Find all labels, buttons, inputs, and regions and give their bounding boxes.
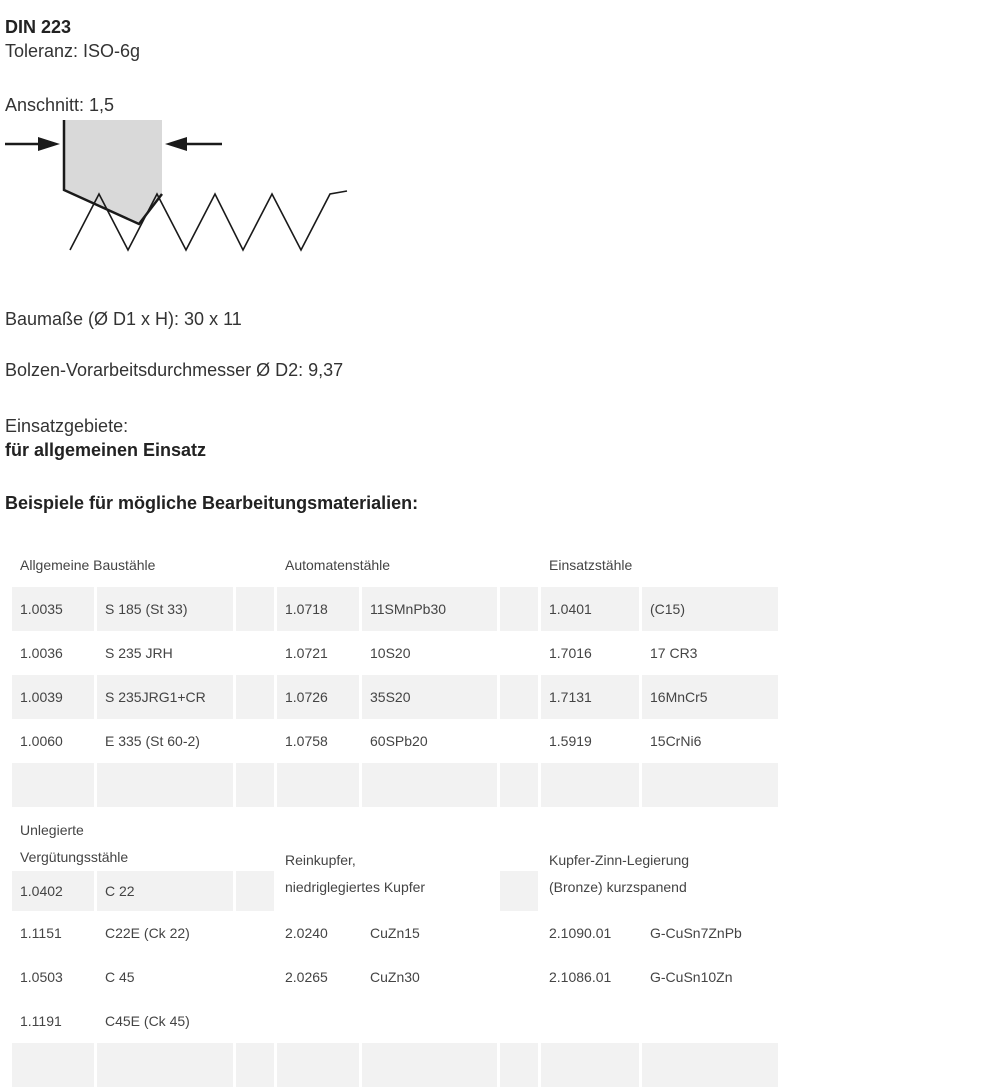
table-row [12,587,778,631]
material-number: 1.0721 [285,645,328,661]
material-number: 2.1086.01 [549,969,612,985]
thread-chamfer-diagram [0,112,360,257]
tolerance-text: Toleranz: ISO-6g [5,41,141,61]
material-name: 17 CR3 [650,645,698,661]
material-name: G-CuSn7ZnPb [650,925,742,941]
dimensions-text: Baumaße (Ø D1 x H): 30 x 11 [5,309,242,329]
table-row [12,719,778,763]
material-name: (C15) [642,587,778,631]
spacer-cell [236,871,274,911]
die-profile-shape [64,120,162,224]
material-name: S 185 (St 33) [97,587,233,631]
spacer-cell [500,587,538,631]
pre-diameter-text: Bolzen-Vorarbeitsdurchmesser Ø D2: 9,37 [5,360,344,380]
material-name: C 45 [105,969,135,985]
left-arrow-head [38,137,60,151]
spacer-cell [236,999,274,1043]
table-row [12,955,778,999]
material-number [541,999,639,1043]
material-number: 1.0718 [277,587,359,631]
material-number: 1.0726 [277,675,359,719]
materials-table [9,543,781,1087]
material-number: 1.0402 [12,871,94,911]
material-name: 15CrNi6 [650,733,702,749]
spacer-cell [236,955,274,999]
group-header [12,807,274,871]
spacer-cell [236,631,274,675]
spacer-cell [236,587,274,631]
materials-heading: Beispiele für mögliche Bearbeitungsmaterialien: [5,493,419,513]
material-number: 2.0265 [285,969,328,985]
material-number: 1.7131 [541,675,639,719]
spacer-cell [236,719,274,763]
usage-value: für allgemeinen Einsatz [5,440,207,460]
material-name: CuZn30 [370,969,420,985]
table-row [12,911,778,955]
material-name: C 22 [97,871,233,911]
material-name: 16MnCr5 [642,675,778,719]
spacer-cell [500,999,538,1043]
group-header-line: Unlegierte [20,822,84,838]
group-header-line: Reinkupfer, [285,852,356,868]
table-row [12,631,778,675]
material-name: 11SMnPb30 [362,587,497,631]
group-header-line: Vergütungsstähle [20,849,129,865]
material-number: 1.0503 [20,969,63,985]
chamfer-text: Anschnitt: 1,5 [5,95,115,115]
table-row [12,999,778,1043]
right-arrow-head [165,137,187,151]
group-header-line: niedriglegiertes Kupfer [285,879,426,895]
empty-shaded-row [12,763,778,807]
material-name: C22E (Ck 22) [105,925,190,941]
spacer-cell [500,631,538,675]
usage-label: Einsatzgebiete: [5,416,129,436]
material-name [362,999,497,1043]
group-header-row [12,807,778,871]
group-header-row [12,543,778,587]
material-number: 1.0035 [12,587,94,631]
empty-shaded-row [12,1043,778,1087]
group-header-line: Kupfer-Zinn-Legierung [549,852,690,868]
material-number: 1.0039 [12,675,94,719]
material-number: 1.0060 [20,733,63,749]
din-standard-title: DIN 223 [5,17,72,37]
spacer-cell [500,911,538,955]
material-name: S 235JRG1+CR [97,675,233,719]
group-header: Einsatzstähle [549,557,633,573]
material-number: 1.0401 [541,587,639,631]
material-name: G-CuSn10Zn [650,969,733,985]
material-number: 1.1151 [20,925,62,941]
spacer-cell [500,675,538,719]
material-number: 1.1191 [20,1013,62,1029]
spacer-cell [236,911,274,955]
material-number [277,999,359,1043]
material-name: 35S20 [362,675,497,719]
group-header [277,807,497,911]
material-name: CuZn15 [370,925,420,941]
group-header-line: (Bronze) kurzspanend [549,879,687,895]
spacer-cell [236,675,274,719]
material-name: 10S20 [370,645,411,661]
material-name: S 235 JRH [105,645,173,661]
material-number: 1.0036 [20,645,63,661]
spacer-cell [500,955,538,999]
spacer-cell [500,871,538,911]
group-header: Allgemeine Baustähle [20,557,156,573]
group-header [541,807,778,911]
material-number: 2.0240 [285,925,328,941]
material-number: 1.7016 [549,645,592,661]
material-number: 1.0758 [285,733,328,749]
table-row [12,675,778,719]
material-number: 1.5919 [549,733,592,749]
material-name: 60SPb20 [370,733,428,749]
group-header: Automatenstähle [285,557,391,573]
material-name: C45E (Ck 45) [105,1013,190,1029]
spacer-cell [500,719,538,763]
material-name [642,999,778,1043]
material-name: E 335 (St 60-2) [105,733,200,749]
material-number: 2.1090.01 [549,925,612,941]
